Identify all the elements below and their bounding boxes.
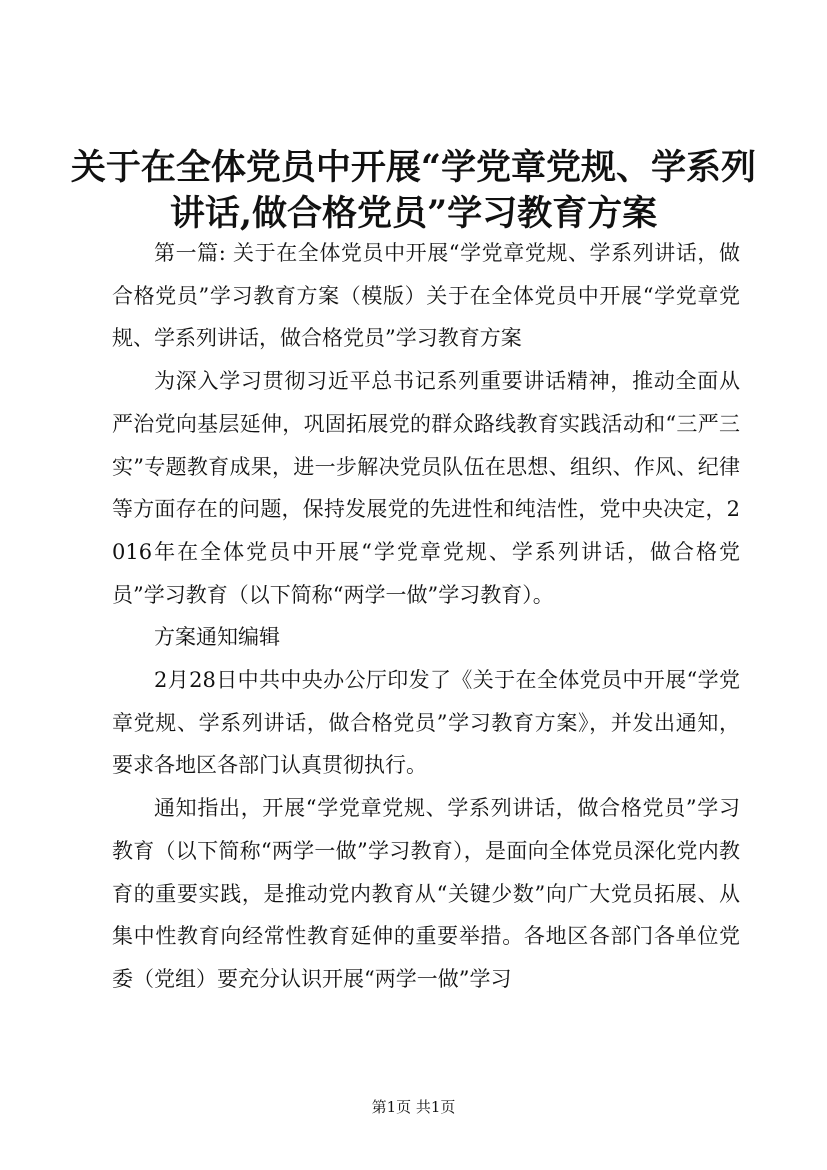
paragraph-notice-details: 通知指出，开展“学党章党规、学系列讲话，做合格党员”学习教育（以下简称“两学一做”学习教育），是面向全体党员深化党内教育的重要实践，是推动党内教育从“关键少数”向广大党员拓展、从集中性教育向经常性教育延伸的重要举措。各地区各部门各单位党委（党组）要充分认识开展“两学一做”学习 <box>112 796 740 991</box>
document-title: 关于在全体党员中开展“学党章党规、学系列讲话,做合格党员”学习教育方案 <box>70 147 757 234</box>
paragraph-purpose: 为深入学习贯彻习近平总书记系列重要讲话精神，推动全面从严治党向基层延伸，巩固拓展党的群众路线教育实践活动和“三严三实”专题教育成果，进一步解决党员队伍在思想、组织、作风、纪律等方面存在的问题，保持发展党的先进性和纯洁性，党中央决定，2016年在全体党员中开展“学党章党规、学系列讲话，做合格党员”学习教育（以下简称“两学一做”学习教育）。 <box>112 369 740 607</box>
paragraph-intro: 第一篇: 关于在全体党员中开展“学党章党规、学系列讲话，做合格党员”学习教育方案（模版）关于在全体党员中开展“学党章党规、学系列讲话，做合格党员”学习教育方案 <box>112 241 740 351</box>
document-body <box>112 232 740 1001</box>
section-heading: 方案通知编辑 <box>154 625 280 650</box>
paragraph-notice: 2月28日中共中央办公厅印发了《关于在全体党员中开展“学党章党规、学系列讲话，做合格党员”学习教育方案》，并发出通知，要求各地区各部门认真贯彻执行。 <box>112 668 740 778</box>
page-number: 第1页 共1页 <box>371 1098 456 1116</box>
